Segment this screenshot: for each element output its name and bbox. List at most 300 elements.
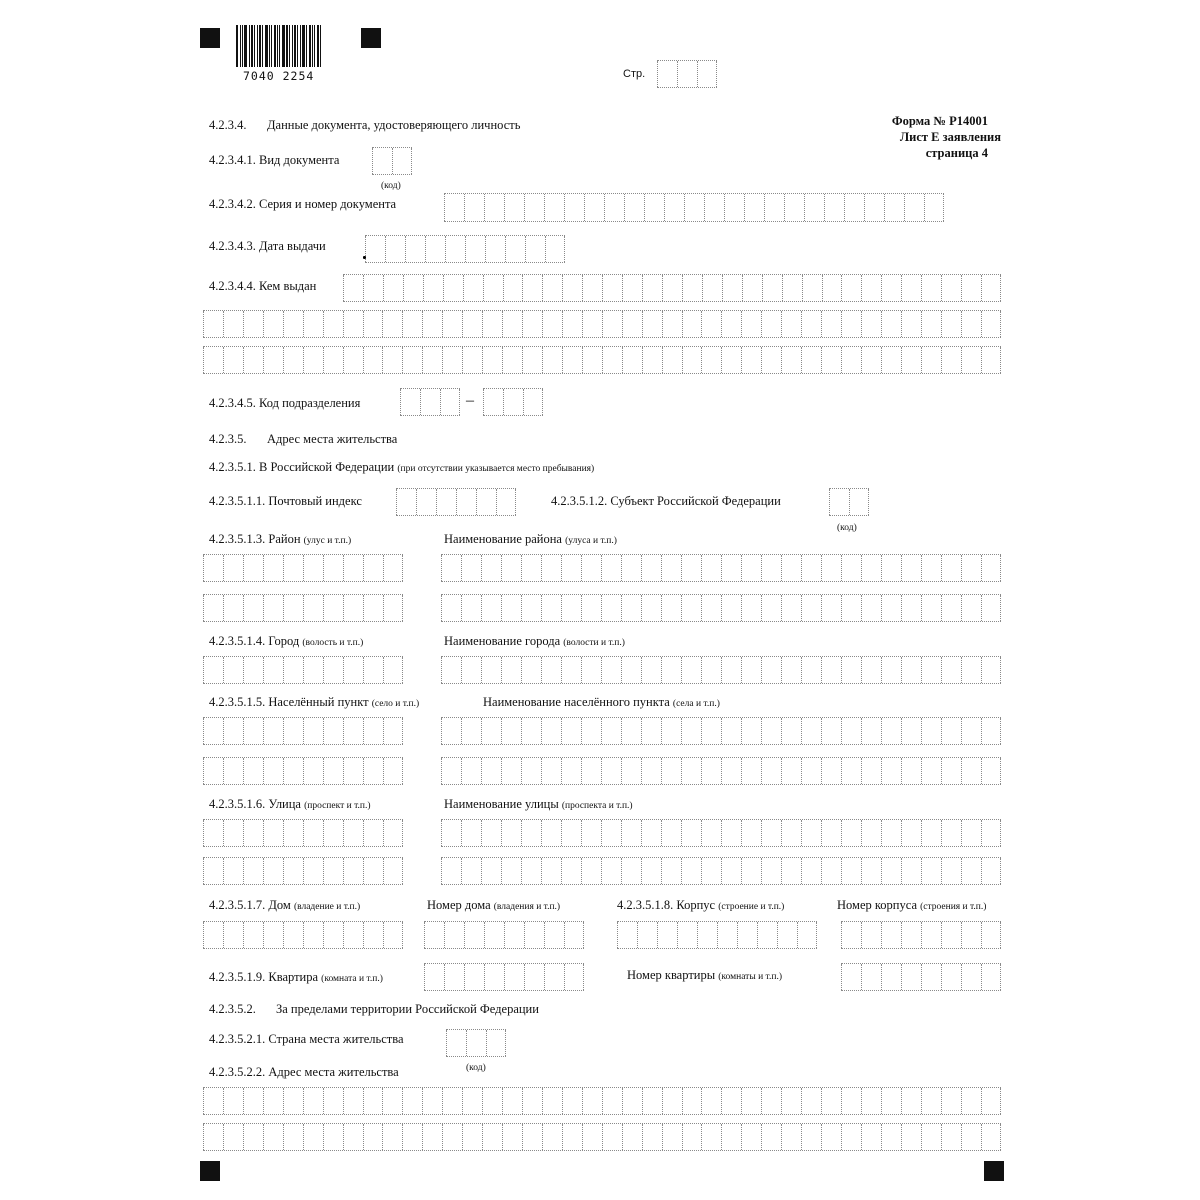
input-cell[interactable] xyxy=(343,595,363,621)
input-cell[interactable] xyxy=(383,657,403,683)
input-cell[interactable] xyxy=(941,657,961,683)
input-cell[interactable] xyxy=(941,1124,961,1150)
input-cell[interactable] xyxy=(443,275,463,301)
input-cell[interactable] xyxy=(303,718,323,744)
input-cell[interactable] xyxy=(661,858,681,884)
input-cell[interactable] xyxy=(901,275,921,301)
input-cell[interactable] xyxy=(461,595,481,621)
input-cell[interactable] xyxy=(441,718,461,744)
input-cell[interactable] xyxy=(824,194,844,221)
input-cell[interactable] xyxy=(462,347,482,373)
input-cell[interactable] xyxy=(442,311,462,337)
input-cell[interactable] xyxy=(283,311,303,337)
input-cell[interactable] xyxy=(243,758,263,784)
input-cell[interactable] xyxy=(641,595,661,621)
input-cell[interactable] xyxy=(881,1124,901,1150)
input-cell[interactable] xyxy=(781,858,801,884)
input-cell[interactable] xyxy=(382,311,402,337)
input-cell[interactable] xyxy=(782,275,802,301)
input-cell[interactable] xyxy=(941,964,961,990)
input-cell[interactable] xyxy=(441,657,461,683)
input-cell[interactable] xyxy=(801,347,821,373)
input-cell[interactable] xyxy=(881,820,901,846)
input-cell[interactable] xyxy=(501,657,521,683)
input-cell[interactable] xyxy=(801,718,821,744)
input-cell[interactable] xyxy=(522,1124,542,1150)
input-cell[interactable] xyxy=(701,758,721,784)
input-cell[interactable] xyxy=(861,595,881,621)
input-cell[interactable] xyxy=(323,595,343,621)
input-cell[interactable] xyxy=(462,1088,482,1114)
input-cell[interactable] xyxy=(821,1124,841,1150)
district-type-field-row-1[interactable] xyxy=(203,554,403,582)
input-cell[interactable] xyxy=(581,820,601,846)
input-cell[interactable] xyxy=(303,1124,323,1150)
input-cell[interactable] xyxy=(861,758,881,784)
input-cell[interactable] xyxy=(721,311,741,337)
input-cell[interactable] xyxy=(481,555,501,581)
input-cell[interactable] xyxy=(461,657,481,683)
input-cell[interactable] xyxy=(829,489,849,515)
input-cell[interactable] xyxy=(881,555,901,581)
input-cell[interactable] xyxy=(601,555,621,581)
input-cell[interactable] xyxy=(701,858,721,884)
input-cell[interactable] xyxy=(464,964,484,990)
input-cell[interactable] xyxy=(502,311,522,337)
input-cell[interactable] xyxy=(901,718,921,744)
input-cell[interactable] xyxy=(223,858,243,884)
input-cell[interactable] xyxy=(741,718,761,744)
input-cell[interactable] xyxy=(622,311,642,337)
input-cell[interactable] xyxy=(681,718,701,744)
input-cell[interactable] xyxy=(901,1124,921,1150)
input-cell[interactable] xyxy=(781,820,801,846)
input-cell[interactable] xyxy=(961,555,981,581)
input-cell[interactable] xyxy=(402,311,422,337)
input-cell[interactable] xyxy=(901,964,921,990)
input-cell[interactable] xyxy=(802,275,822,301)
input-cell[interactable] xyxy=(521,657,541,683)
input-cell[interactable] xyxy=(861,1124,881,1150)
input-cell[interactable] xyxy=(941,311,961,337)
input-cell[interactable] xyxy=(303,657,323,683)
street-type-field-row-2[interactable] xyxy=(203,857,403,885)
input-cell[interactable] xyxy=(941,275,961,301)
input-cell[interactable] xyxy=(844,194,864,221)
input-cell[interactable] xyxy=(416,489,436,515)
input-cell[interactable] xyxy=(861,964,881,990)
input-cell[interactable] xyxy=(561,758,581,784)
input-cell[interactable] xyxy=(541,718,561,744)
input-cell[interactable] xyxy=(422,1124,442,1150)
input-cell[interactable] xyxy=(581,718,601,744)
input-cell[interactable] xyxy=(661,718,681,744)
input-cell[interactable] xyxy=(901,1088,921,1114)
input-cell[interactable] xyxy=(343,1088,363,1114)
input-cell[interactable] xyxy=(243,657,263,683)
input-cell[interactable] xyxy=(203,1088,223,1114)
input-cell[interactable] xyxy=(581,657,601,683)
input-cell[interactable] xyxy=(821,1088,841,1114)
input-cell[interactable] xyxy=(446,1030,466,1056)
input-cell[interactable] xyxy=(821,555,841,581)
input-cell[interactable] xyxy=(383,858,403,884)
input-cell[interactable] xyxy=(581,858,601,884)
input-cell[interactable] xyxy=(383,555,403,581)
input-cell[interactable] xyxy=(904,194,924,221)
input-cell[interactable] xyxy=(343,275,363,301)
input-cell[interactable] xyxy=(544,922,564,948)
input-cell[interactable] xyxy=(522,311,542,337)
input-cell[interactable] xyxy=(741,311,761,337)
input-cell[interactable] xyxy=(661,758,681,784)
input-cell[interactable] xyxy=(921,718,941,744)
input-cell[interactable] xyxy=(677,922,697,948)
input-cell[interactable] xyxy=(382,347,402,373)
input-cell[interactable] xyxy=(621,595,641,621)
input-cell[interactable] xyxy=(263,1088,283,1114)
input-cell[interactable] xyxy=(981,311,1001,337)
input-cell[interactable] xyxy=(642,347,662,373)
input-cell[interactable] xyxy=(881,858,901,884)
input-cell[interactable] xyxy=(761,1088,781,1114)
doc-type-field[interactable] xyxy=(372,147,412,175)
street-name-field-row-2[interactable] xyxy=(441,857,1001,885)
input-cell[interactable] xyxy=(561,595,581,621)
input-cell[interactable] xyxy=(941,758,961,784)
input-cell[interactable] xyxy=(243,718,263,744)
input-cell[interactable] xyxy=(402,1088,422,1114)
input-cell[interactable] xyxy=(466,1030,486,1056)
input-cell[interactable] xyxy=(203,595,223,621)
input-cell[interactable] xyxy=(503,275,523,301)
input-cell[interactable] xyxy=(483,389,503,415)
input-cell[interactable] xyxy=(704,194,724,221)
input-cell[interactable] xyxy=(323,922,343,948)
input-cell[interactable] xyxy=(601,595,621,621)
input-cell[interactable] xyxy=(303,311,323,337)
input-cell[interactable] xyxy=(841,1124,861,1150)
input-cell[interactable] xyxy=(841,858,861,884)
input-cell[interactable] xyxy=(422,1088,442,1114)
input-cell[interactable] xyxy=(461,758,481,784)
input-cell[interactable] xyxy=(901,922,921,948)
input-cell[interactable] xyxy=(841,922,861,948)
input-cell[interactable] xyxy=(941,1088,961,1114)
input-cell[interactable] xyxy=(941,347,961,373)
input-cell[interactable] xyxy=(481,758,501,784)
input-cell[interactable] xyxy=(642,311,662,337)
input-cell[interactable] xyxy=(781,657,801,683)
issued-by-field-row-3[interactable] xyxy=(203,346,1001,374)
input-cell[interactable] xyxy=(561,555,581,581)
input-cell[interactable] xyxy=(601,820,621,846)
apartment-number-field[interactable] xyxy=(841,963,1001,991)
input-cell[interactable] xyxy=(681,657,701,683)
settlement-type-field-row-1[interactable] xyxy=(203,717,403,745)
input-cell[interactable] xyxy=(441,758,461,784)
input-cell[interactable] xyxy=(323,657,343,683)
input-cell[interactable] xyxy=(901,758,921,784)
input-cell[interactable] xyxy=(662,275,682,301)
input-cell[interactable] xyxy=(761,858,781,884)
input-cell[interactable] xyxy=(801,1088,821,1114)
input-cell[interactable] xyxy=(461,718,481,744)
input-cell[interactable] xyxy=(223,347,243,373)
input-cell[interactable] xyxy=(440,389,460,415)
input-cell[interactable] xyxy=(464,194,484,221)
input-cell[interactable] xyxy=(601,758,621,784)
input-cell[interactable] xyxy=(661,595,681,621)
input-cell[interactable] xyxy=(861,347,881,373)
input-cell[interactable] xyxy=(781,555,801,581)
input-cell[interactable] xyxy=(464,922,484,948)
input-cell[interactable] xyxy=(801,820,821,846)
input-cell[interactable] xyxy=(541,758,561,784)
input-cell[interactable] xyxy=(283,555,303,581)
input-cell[interactable] xyxy=(941,555,961,581)
input-cell[interactable] xyxy=(702,275,722,301)
input-cell[interactable] xyxy=(283,1124,303,1150)
input-cell[interactable] xyxy=(444,964,464,990)
input-cell[interactable] xyxy=(601,858,621,884)
input-cell[interactable] xyxy=(263,657,283,683)
input-cell[interactable] xyxy=(581,758,601,784)
input-cell[interactable] xyxy=(223,718,243,744)
input-cell[interactable] xyxy=(701,555,721,581)
city-type-field[interactable] xyxy=(203,656,403,684)
input-cell[interactable] xyxy=(444,922,464,948)
input-cell[interactable] xyxy=(861,718,881,744)
settlement-name-field-row-2[interactable] xyxy=(441,757,1001,785)
input-cell[interactable] xyxy=(502,1124,522,1150)
input-cell[interactable] xyxy=(841,595,861,621)
input-cell[interactable] xyxy=(505,236,525,262)
input-cell[interactable] xyxy=(484,922,504,948)
input-cell[interactable] xyxy=(822,275,842,301)
input-cell[interactable] xyxy=(721,718,741,744)
input-cell[interactable] xyxy=(542,311,562,337)
input-cell[interactable] xyxy=(403,275,423,301)
input-cell[interactable] xyxy=(601,657,621,683)
input-cell[interactable] xyxy=(602,1088,622,1114)
input-cell[interactable] xyxy=(243,1088,263,1114)
input-cell[interactable] xyxy=(657,61,677,87)
input-cell[interactable] xyxy=(644,194,664,221)
input-cell[interactable] xyxy=(961,820,981,846)
input-cell[interactable] xyxy=(602,347,622,373)
input-cell[interactable] xyxy=(721,555,741,581)
input-cell[interactable] xyxy=(363,347,383,373)
input-cell[interactable] xyxy=(483,275,503,301)
input-cell[interactable] xyxy=(642,1124,662,1150)
input-cell[interactable] xyxy=(582,275,602,301)
input-cell[interactable] xyxy=(541,595,561,621)
input-cell[interactable] xyxy=(682,347,702,373)
district-name-field-row-2[interactable] xyxy=(441,594,1001,622)
dept-code-field-1[interactable] xyxy=(400,388,460,416)
input-cell[interactable] xyxy=(757,922,777,948)
input-cell[interactable] xyxy=(343,657,363,683)
input-cell[interactable] xyxy=(223,820,243,846)
input-cell[interactable] xyxy=(721,347,741,373)
input-cell[interactable] xyxy=(841,758,861,784)
input-cell[interactable] xyxy=(941,820,961,846)
input-cell[interactable] xyxy=(243,595,263,621)
postal-code-field[interactable] xyxy=(396,488,516,516)
input-cell[interactable] xyxy=(701,311,721,337)
input-cell[interactable] xyxy=(343,347,363,373)
abroad-address-field-row-2[interactable] xyxy=(203,1123,1001,1151)
input-cell[interactable] xyxy=(456,489,476,515)
input-cell[interactable] xyxy=(981,1124,1001,1150)
input-cell[interactable] xyxy=(363,820,383,846)
input-cell[interactable] xyxy=(363,555,383,581)
input-cell[interactable] xyxy=(682,275,702,301)
input-cell[interactable] xyxy=(761,718,781,744)
input-cell[interactable] xyxy=(924,194,944,221)
input-cell[interactable] xyxy=(741,555,761,581)
input-cell[interactable] xyxy=(657,922,677,948)
input-cell[interactable] xyxy=(343,718,363,744)
building-type-field[interactable] xyxy=(617,921,817,949)
input-cell[interactable] xyxy=(601,718,621,744)
country-code-field[interactable] xyxy=(446,1029,506,1057)
input-cell[interactable] xyxy=(541,820,561,846)
input-cell[interactable] xyxy=(622,1124,642,1150)
input-cell[interactable] xyxy=(781,311,801,337)
input-cell[interactable] xyxy=(521,820,541,846)
input-cell[interactable] xyxy=(303,758,323,784)
input-cell[interactable] xyxy=(617,922,637,948)
input-cell[interactable] xyxy=(581,555,601,581)
input-cell[interactable] xyxy=(323,858,343,884)
input-cell[interactable] xyxy=(263,820,283,846)
subject-rf-field[interactable] xyxy=(829,488,869,516)
input-cell[interactable] xyxy=(681,758,701,784)
input-cell[interactable] xyxy=(921,758,941,784)
input-cell[interactable] xyxy=(604,194,624,221)
input-cell[interactable] xyxy=(701,820,721,846)
input-cell[interactable] xyxy=(621,758,641,784)
input-cell[interactable] xyxy=(203,758,223,784)
input-cell[interactable] xyxy=(545,236,565,262)
input-cell[interactable] xyxy=(662,311,682,337)
input-cell[interactable] xyxy=(661,657,681,683)
input-cell[interactable] xyxy=(981,718,1001,744)
input-cell[interactable] xyxy=(741,858,761,884)
input-cell[interactable] xyxy=(602,311,622,337)
input-cell[interactable] xyxy=(584,194,604,221)
input-cell[interactable] xyxy=(821,657,841,683)
input-cell[interactable] xyxy=(741,820,761,846)
input-cell[interactable] xyxy=(323,820,343,846)
input-cell[interactable] xyxy=(422,347,442,373)
input-cell[interactable] xyxy=(821,820,841,846)
house-type-field[interactable] xyxy=(203,921,403,949)
input-cell[interactable] xyxy=(383,595,403,621)
input-cell[interactable] xyxy=(602,275,622,301)
input-cell[interactable] xyxy=(961,347,981,373)
input-cell[interactable] xyxy=(343,758,363,784)
input-cell[interactable] xyxy=(861,657,881,683)
district-name-field-row-1[interactable] xyxy=(441,554,1001,582)
input-cell[interactable] xyxy=(564,922,584,948)
input-cell[interactable] xyxy=(721,657,741,683)
input-cell[interactable] xyxy=(442,1124,462,1150)
input-cell[interactable] xyxy=(582,347,602,373)
input-cell[interactable] xyxy=(372,148,392,174)
input-cell[interactable] xyxy=(861,858,881,884)
input-cell[interactable] xyxy=(203,555,223,581)
input-cell[interactable] xyxy=(681,820,701,846)
input-cell[interactable] xyxy=(562,347,582,373)
input-cell[interactable] xyxy=(363,858,383,884)
input-cell[interactable] xyxy=(981,964,1001,990)
input-cell[interactable] xyxy=(501,758,521,784)
input-cell[interactable] xyxy=(721,1088,741,1114)
input-cell[interactable] xyxy=(444,194,464,221)
input-cell[interactable] xyxy=(203,347,223,373)
input-cell[interactable] xyxy=(841,964,861,990)
input-cell[interactable] xyxy=(841,555,861,581)
input-cell[interactable] xyxy=(303,347,323,373)
input-cell[interactable] xyxy=(582,1088,602,1114)
input-cell[interactable] xyxy=(941,595,961,621)
input-cell[interactable] xyxy=(761,758,781,784)
input-cell[interactable] xyxy=(303,555,323,581)
input-cell[interactable] xyxy=(501,858,521,884)
input-cell[interactable] xyxy=(223,657,243,683)
input-cell[interactable] xyxy=(682,1088,702,1114)
input-cell[interactable] xyxy=(383,718,403,744)
input-cell[interactable] xyxy=(921,657,941,683)
input-cell[interactable] xyxy=(223,1124,243,1150)
input-cell[interactable] xyxy=(441,820,461,846)
input-cell[interactable] xyxy=(481,718,501,744)
input-cell[interactable] xyxy=(383,820,403,846)
input-cell[interactable] xyxy=(761,347,781,373)
input-cell[interactable] xyxy=(524,194,544,221)
input-cell[interactable] xyxy=(881,311,901,337)
settlement-type-field-row-2[interactable] xyxy=(203,757,403,785)
input-cell[interactable] xyxy=(701,1088,721,1114)
input-cell[interactable] xyxy=(662,347,682,373)
input-cell[interactable] xyxy=(402,1124,422,1150)
input-cell[interactable] xyxy=(223,922,243,948)
input-cell[interactable] xyxy=(621,820,641,846)
input-cell[interactable] xyxy=(821,758,841,784)
input-cell[interactable] xyxy=(961,718,981,744)
input-cell[interactable] xyxy=(223,555,243,581)
input-cell[interactable] xyxy=(521,718,541,744)
input-cell[interactable] xyxy=(921,275,941,301)
input-cell[interactable] xyxy=(884,194,904,221)
input-cell[interactable] xyxy=(521,555,541,581)
input-cell[interactable] xyxy=(481,820,501,846)
input-cell[interactable] xyxy=(621,657,641,683)
input-cell[interactable] xyxy=(501,718,521,744)
input-cell[interactable] xyxy=(921,347,941,373)
input-cell[interactable] xyxy=(841,275,861,301)
input-cell[interactable] xyxy=(243,311,263,337)
input-cell[interactable] xyxy=(901,595,921,621)
input-cell[interactable] xyxy=(761,657,781,683)
input-cell[interactable] xyxy=(781,1124,801,1150)
input-cell[interactable] xyxy=(741,758,761,784)
input-cell[interactable] xyxy=(641,858,661,884)
building-number-field[interactable] xyxy=(841,921,1001,949)
